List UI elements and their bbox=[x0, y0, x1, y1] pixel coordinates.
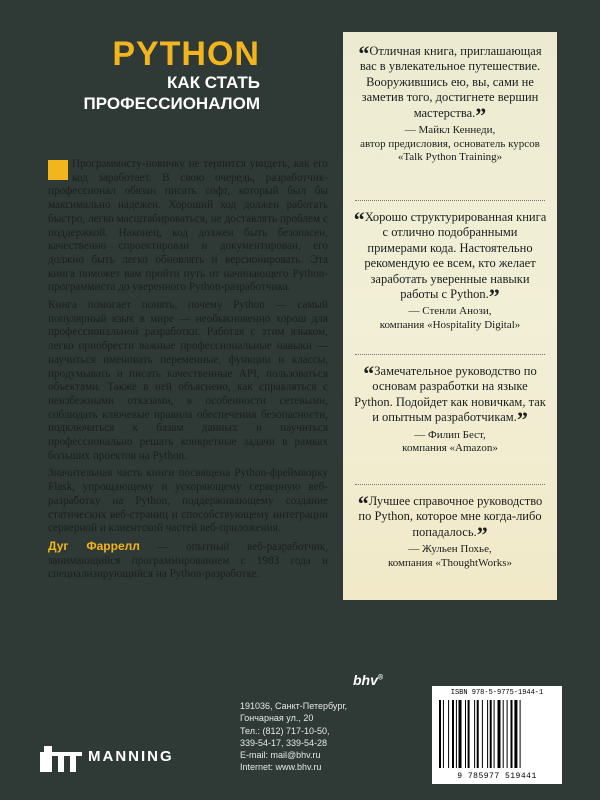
review-2: “Хорошо структурированная книга с отлично подобранными примерами кода. Настоятельно рекомендую ее всем, кто желает заработать уверенные навыки работы с Python.” — Стенли Анози, компания «Hospitality Digital» bbox=[353, 207, 547, 331]
barcode-digits: 9 785977 519441 bbox=[457, 772, 537, 781]
title-block bbox=[60, 36, 260, 114]
dropcap-square bbox=[48, 160, 68, 180]
book-title: PYTHON bbox=[112, 35, 260, 73]
publisher-address: 191036, Санкт-Петербург, Гончарная ул., 20 Тел.: (812) 717-10-50, 339-54-17, 339-54-28 E-mail: mail@bhv.ru Internet: www.bhv.ru bbox=[240, 701, 348, 773]
manning-mark-icon bbox=[40, 742, 82, 772]
close-quote-icon: ” bbox=[516, 407, 528, 433]
open-quote-icon: “ bbox=[353, 207, 365, 232]
author-bio bbox=[48, 540, 328, 582]
review-3: “Замечательное руководство по основам разработки на языке Python. Подойдет как новичкам, так и опытным разработчикам.” — Филип Бест, компания «Amazon» bbox=[354, 361, 546, 455]
review-divider bbox=[355, 200, 545, 201]
manning-logo bbox=[40, 742, 200, 772]
review-divider bbox=[355, 354, 545, 355]
book-subtitle-line1: КАК СТАТЬ bbox=[167, 73, 260, 92]
description-paragraph-3: Значительная часть книги посвящена Python-фреймворку Flask, упрощающему и ускоряющему серверную веб-разработку на Python, поддерживающему создание статических веб-страниц и способствующему интеграции серверной и клиентской частей веб-приложения. bbox=[48, 467, 328, 535]
author-name: Дуг Фаррелл bbox=[48, 538, 140, 553]
book-subtitle-line2: ПРОФЕССИОНАЛОМ bbox=[83, 94, 260, 113]
close-quote-icon: ” bbox=[476, 521, 488, 547]
review-divider bbox=[355, 484, 545, 485]
open-quote-icon: “ bbox=[357, 491, 369, 516]
review-4: “Лучшее справочное руководство по Python, которое мне когда-либо попадалось.” — Жульен Похье, компания «ThoughtWorks» bbox=[357, 491, 543, 569]
close-quote-icon: ” bbox=[488, 284, 500, 310]
description bbox=[48, 158, 328, 586]
description-paragraph-1: Программисту-новичку не терпится увидеть, как его код заработает. В свою очередь, разработчик-профессионал обязан писать софт, который был бы максимально надежен. Хороший код должен работать быстро, легко масштабироваться, не доставлять проблем с поддержкой. Наконец, код должен быть безопасен, качественно спроектирован и документирован, его должно быть легко обновлять и версионировать. Эта книга поможет вам пройти путь от начинающего Python-программиста до уверенного Python-разработчика. bbox=[48, 158, 328, 294]
open-quote-icon: “ bbox=[358, 41, 370, 66]
description-paragraph-2: Книга помогает понять, почему Python — самый популярный язык в мире — необыкновенно хорош для профессиональной разработки. Работая с этим языком, легко приобрести важные профессиональные навыки — научиться именовать переменные, функции и классы, продумывать и писать качественные API, пользоваться объектами. Также в ней объяснено, как справляться с неизбежными отказами, в особенности сетевыми, соблюдать ключевые правила обеспечения безопасности, подключаться к базам данных и научиться профессионально решать конкретные задачи в рамках больших проектов на Python. bbox=[48, 299, 328, 462]
manning-wordmark: MANNING bbox=[88, 748, 174, 765]
isbn-text: ISBN 978-5-9775-1944-1 bbox=[450, 689, 544, 697]
bhv-logo: bhv® bbox=[353, 672, 384, 688]
review-1: “Отличная книга, приглашающая вас в увлекательное путешествие. Вооружившись ею, вы, сами не заметив того, достигнете вершин мастерства.” — Майкл Кеннеди, автор предисловия, основатель курсов «Talk Python Training» bbox=[358, 41, 542, 164]
barcode-bars-icon bbox=[437, 700, 557, 770]
open-quote-icon: “ bbox=[363, 361, 375, 386]
barcode bbox=[432, 686, 562, 784]
author-bio-text: — опытный веб-разработчик, занимающийся программированием с 1983 года и специализирующийся на Python-разработке. bbox=[48, 540, 328, 581]
close-quote-icon: ” bbox=[475, 102, 487, 128]
registered-mark: ® bbox=[377, 674, 384, 682]
reviews-panel bbox=[343, 32, 557, 600]
